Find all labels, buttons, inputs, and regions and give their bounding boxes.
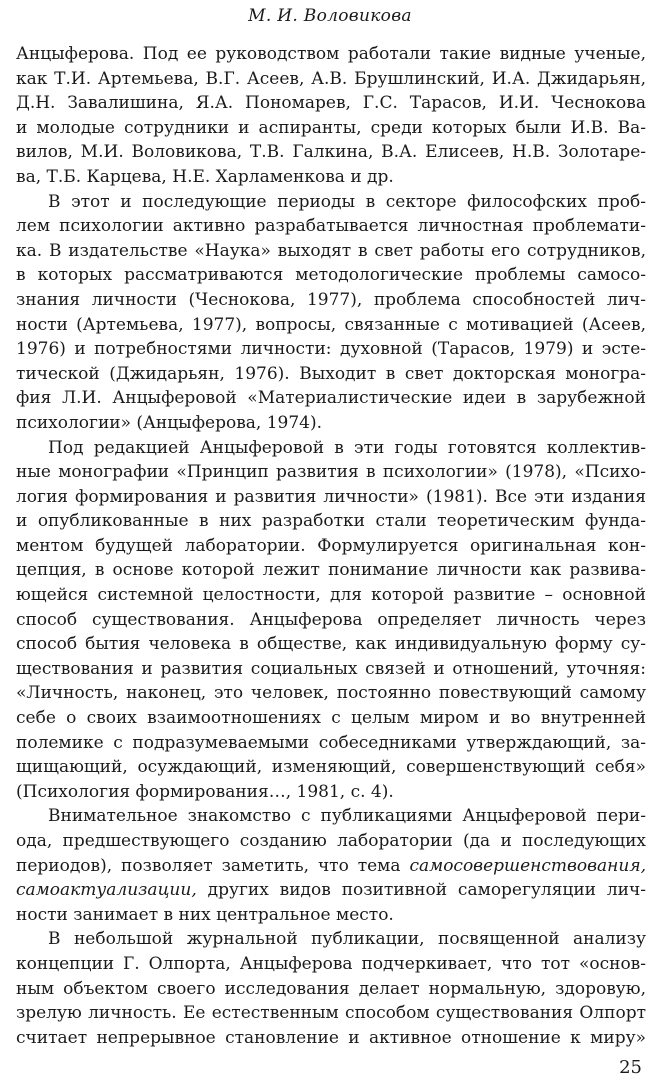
paragraph xyxy=(16,804,646,927)
text-line: знания личности (Чеснокова, 1977), проблема способностей лич- xyxy=(16,289,646,310)
running-header: М. И. Воловикова xyxy=(248,6,412,26)
page-number: 25 xyxy=(619,1057,642,1078)
text-line: ществования и развития социальных связей и отношений, уточняя: xyxy=(16,658,646,679)
text-line: тической (Джидарьян, 1976). Выходит в свет докторская моногра- xyxy=(16,363,646,384)
text-line: ментом будущей лаборатории. Формулируется оригинальная кон- xyxy=(16,535,646,556)
text-line: лем психологии активно разрабатывается личностная проблемати- xyxy=(16,216,646,237)
text-line: Анцыферова. Под ее руководством работали такие видные ученые, xyxy=(16,44,646,64)
text-line: В этот и последующие периоды в секторе философских проб- xyxy=(48,191,646,212)
text-line: 1976) и потребностями личности: духовной (Тарасов, 1979) и эсте- xyxy=(16,339,646,360)
text-line: ности занимает в них центральное место. xyxy=(16,904,394,925)
text-line: ющейся системной целостности, для которой развитие – основной xyxy=(16,585,646,606)
text-line: способ существования. Анцыферова определяет личность через xyxy=(16,609,646,630)
text-line: и молодые сотрудники и аспиранты, среди которых были И.В. Ва- xyxy=(16,117,646,138)
paragraph xyxy=(16,927,646,1050)
text-line: ные монографии «Принцип развития в психологии» (1978), «Психо- xyxy=(16,462,646,483)
paragraph xyxy=(16,190,646,436)
text-line: ка. В издательстве «Наука» выходят в свет работы его сотрудников, xyxy=(16,240,646,261)
text-line: периодов), позволяет заметить, что тема самосовершенствования, xyxy=(16,855,646,876)
text-line: зрелую личность. Ее естественным способом существования Олпорт xyxy=(16,1003,646,1024)
text-line: концепции Г. Олпорта, Анцыферова подчеркивает, что тот «основ- xyxy=(16,953,646,974)
text-line: психологии» (Анцыферова, 1974). xyxy=(16,412,323,433)
text-line: ода, предшествующего созданию лаборатории (да и последующих xyxy=(16,831,646,851)
text-line: (Психология формирования…, 1981, с. 4). xyxy=(16,781,394,802)
text-line: Д.Н. Завалишина, Я.А. Пономарев, Г.С. Тарасов, И.И. Чеснокова xyxy=(16,93,646,114)
text-line: ва, Т.Б. Карцева, Н.Е. Харламенкова и др. xyxy=(16,166,394,187)
text-line: ным объектом своего исследования делает нормальную, здоровую, xyxy=(16,978,646,999)
text-line: цепция, в основе которой лежит понимание личности как развива- xyxy=(16,560,646,581)
text-line: полемике с подразумеваемыми собеседниками утверждающий, за- xyxy=(16,732,646,753)
paragraph xyxy=(16,42,646,190)
text-line: Под редакцией Анцыферовой в эти годы готовятся коллектив- xyxy=(48,437,646,458)
text-line: «Личность, наконец, это человек, постоянно повествующий самому xyxy=(16,683,646,704)
text-line: Внимательное знакомство с публикациями Анцыферовой пери- xyxy=(48,806,646,827)
text-line: В небольшой журнальной публикации, посвященной анализу xyxy=(48,929,646,950)
text-line: самоактуализации, других видов позитивной саморегуляции лич- xyxy=(16,880,646,901)
text-line: и опубликованные в них разработки стали теоретическим фунда- xyxy=(16,511,646,532)
text-line: ности (Артемьева, 1977), вопросы, связанные с мотивацией (Асеев, xyxy=(16,314,646,335)
text-line: себе о своих взаимоотношениях с целым миром и во внутренней xyxy=(16,708,646,729)
paragraph xyxy=(16,436,646,805)
text-line: как Т.И. Артемьева, В.Г. Асеев, А.В. Брушлинский, И.А. Джидарьян, xyxy=(16,68,646,89)
text-line: способ бытия человека в обществе, как индивидуальную форму су- xyxy=(16,634,646,655)
text-line: в которых рассматриваются методологические проблемы самосо- xyxy=(16,265,646,286)
text-line: щищающий, осуждающий, изменяющий, совершенствующий себя» xyxy=(16,757,646,778)
text-line: считает непрерывное становление и активное отношение к миру» xyxy=(16,1027,646,1048)
body-text xyxy=(16,42,646,1050)
text-line: вилов, М.И. Воловикова, Т.В. Галкина, В.А. Елисеев, Н.В. Золотаре- xyxy=(16,142,646,163)
text-line: фия Л.И. Анцыферовой «Материалистические идеи в зарубежной xyxy=(16,388,646,409)
text-line: логия формирования и развития личности» (1981). Все эти издания xyxy=(16,486,646,507)
